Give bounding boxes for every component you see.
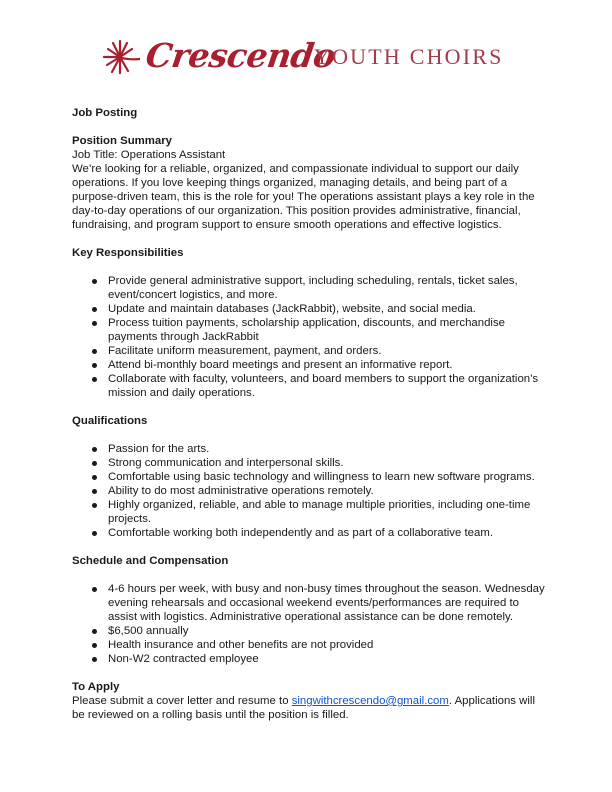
list-item: Facilitate uniform measurement, payment, and orders. — [72, 344, 547, 358]
bullet-icon — [92, 363, 97, 368]
list-item: 4-6 hours per week, with busy and non-busy times throughout the season. Wednesday evening rehearsals and occasional weekend events/performances are required to assist with logistics. Administrative operational assistance can be done remotely. — [72, 582, 547, 624]
list-item: Health insurance and other benefits are not provided — [72, 638, 547, 652]
position-summary-heading: Position Summary — [72, 135, 173, 147]
job-posting-document — [72, 106, 547, 722]
bullet-icon — [92, 643, 97, 648]
list-item: Attend bi-monthly board meetings and present an informative report. — [72, 358, 547, 372]
logo-header — [96, 34, 536, 80]
list-item: Collaborate with faculty, volunteers, and board members to support the organization’s mission and daily operations. — [72, 372, 547, 400]
to-apply-heading: To Apply — [72, 681, 120, 693]
list-item: Process tuition payments, scholarship application, discounts, and merchandise payments through JackRabbit — [72, 316, 547, 344]
bullet-icon — [92, 489, 97, 494]
bullet-icon — [92, 307, 97, 312]
bullet-icon — [92, 279, 97, 284]
list-item: Update and maintain databases (JackRabbit), website, and social media. — [72, 302, 547, 316]
bullet-icon — [92, 587, 97, 592]
bullet-icon — [92, 503, 97, 508]
list-item: Non-W2 contracted employee — [72, 652, 547, 666]
bullet-icon — [92, 321, 97, 326]
key-responsibilities-heading: Key Responsibilities — [72, 247, 184, 259]
bullet-icon — [92, 461, 97, 466]
list-item: Highly organized, reliable, and able to manage multiple priorities, including one-time projects. — [72, 498, 547, 526]
starburst-icon — [100, 38, 140, 76]
qualifications-heading: Qualifications — [72, 415, 148, 427]
bullet-icon — [92, 475, 97, 480]
position-summary-body: We’re looking for a reliable, organized, and compassionate individual to support our daily operations. If you love keeping things organized, managing details, and being part of a purpose-driven team, this is the role for you! The operations assistant plays a key role in the day-to-day operations of our organization. This position provides administrative, financial, fundraising, and program support to ensure smooth operations and effective logistics. — [72, 163, 535, 231]
list-item: Comfortable working both independently and as part of a collaborative team. — [72, 526, 547, 540]
bullet-icon — [92, 349, 97, 354]
bullet-icon — [92, 377, 97, 382]
brand-subtitle: YOUTH CHOIRS — [314, 44, 504, 69]
schedule-list — [72, 582, 547, 666]
job-title: Job Title: Operations Assistant — [72, 149, 226, 161]
brand-name: Crescendo — [143, 36, 338, 75]
list-item: Passion for the arts. — [72, 442, 547, 456]
list-item: Strong communication and interpersonal skills. — [72, 456, 547, 470]
bullet-icon — [92, 531, 97, 536]
bullet-icon — [92, 657, 97, 662]
list-item: $6,500 annually — [72, 624, 547, 638]
key-responsibilities-list — [72, 274, 547, 400]
email-link[interactable]: singwithcrescendo@gmail.com — [291, 695, 449, 707]
schedule-heading: Schedule and Compensation — [72, 555, 229, 567]
list-item: Ability to do most administrative operations remotely. — [72, 484, 547, 498]
to-apply-body: Please submit a cover letter and resume to singwithcrescendo@gmail.com. Applications will be reviewed on a rolling basis until the position is filled. — [72, 695, 535, 721]
bullet-icon — [92, 629, 97, 634]
document-title: Job Posting — [72, 107, 138, 119]
qualifications-list — [72, 442, 547, 540]
list-item: Provide general administrative support, including scheduling, rentals, ticket sales, event/concert logistics, and more. — [72, 274, 547, 302]
list-item: Comfortable using basic technology and willingness to learn new software programs. — [72, 470, 547, 484]
bullet-icon — [92, 447, 97, 452]
